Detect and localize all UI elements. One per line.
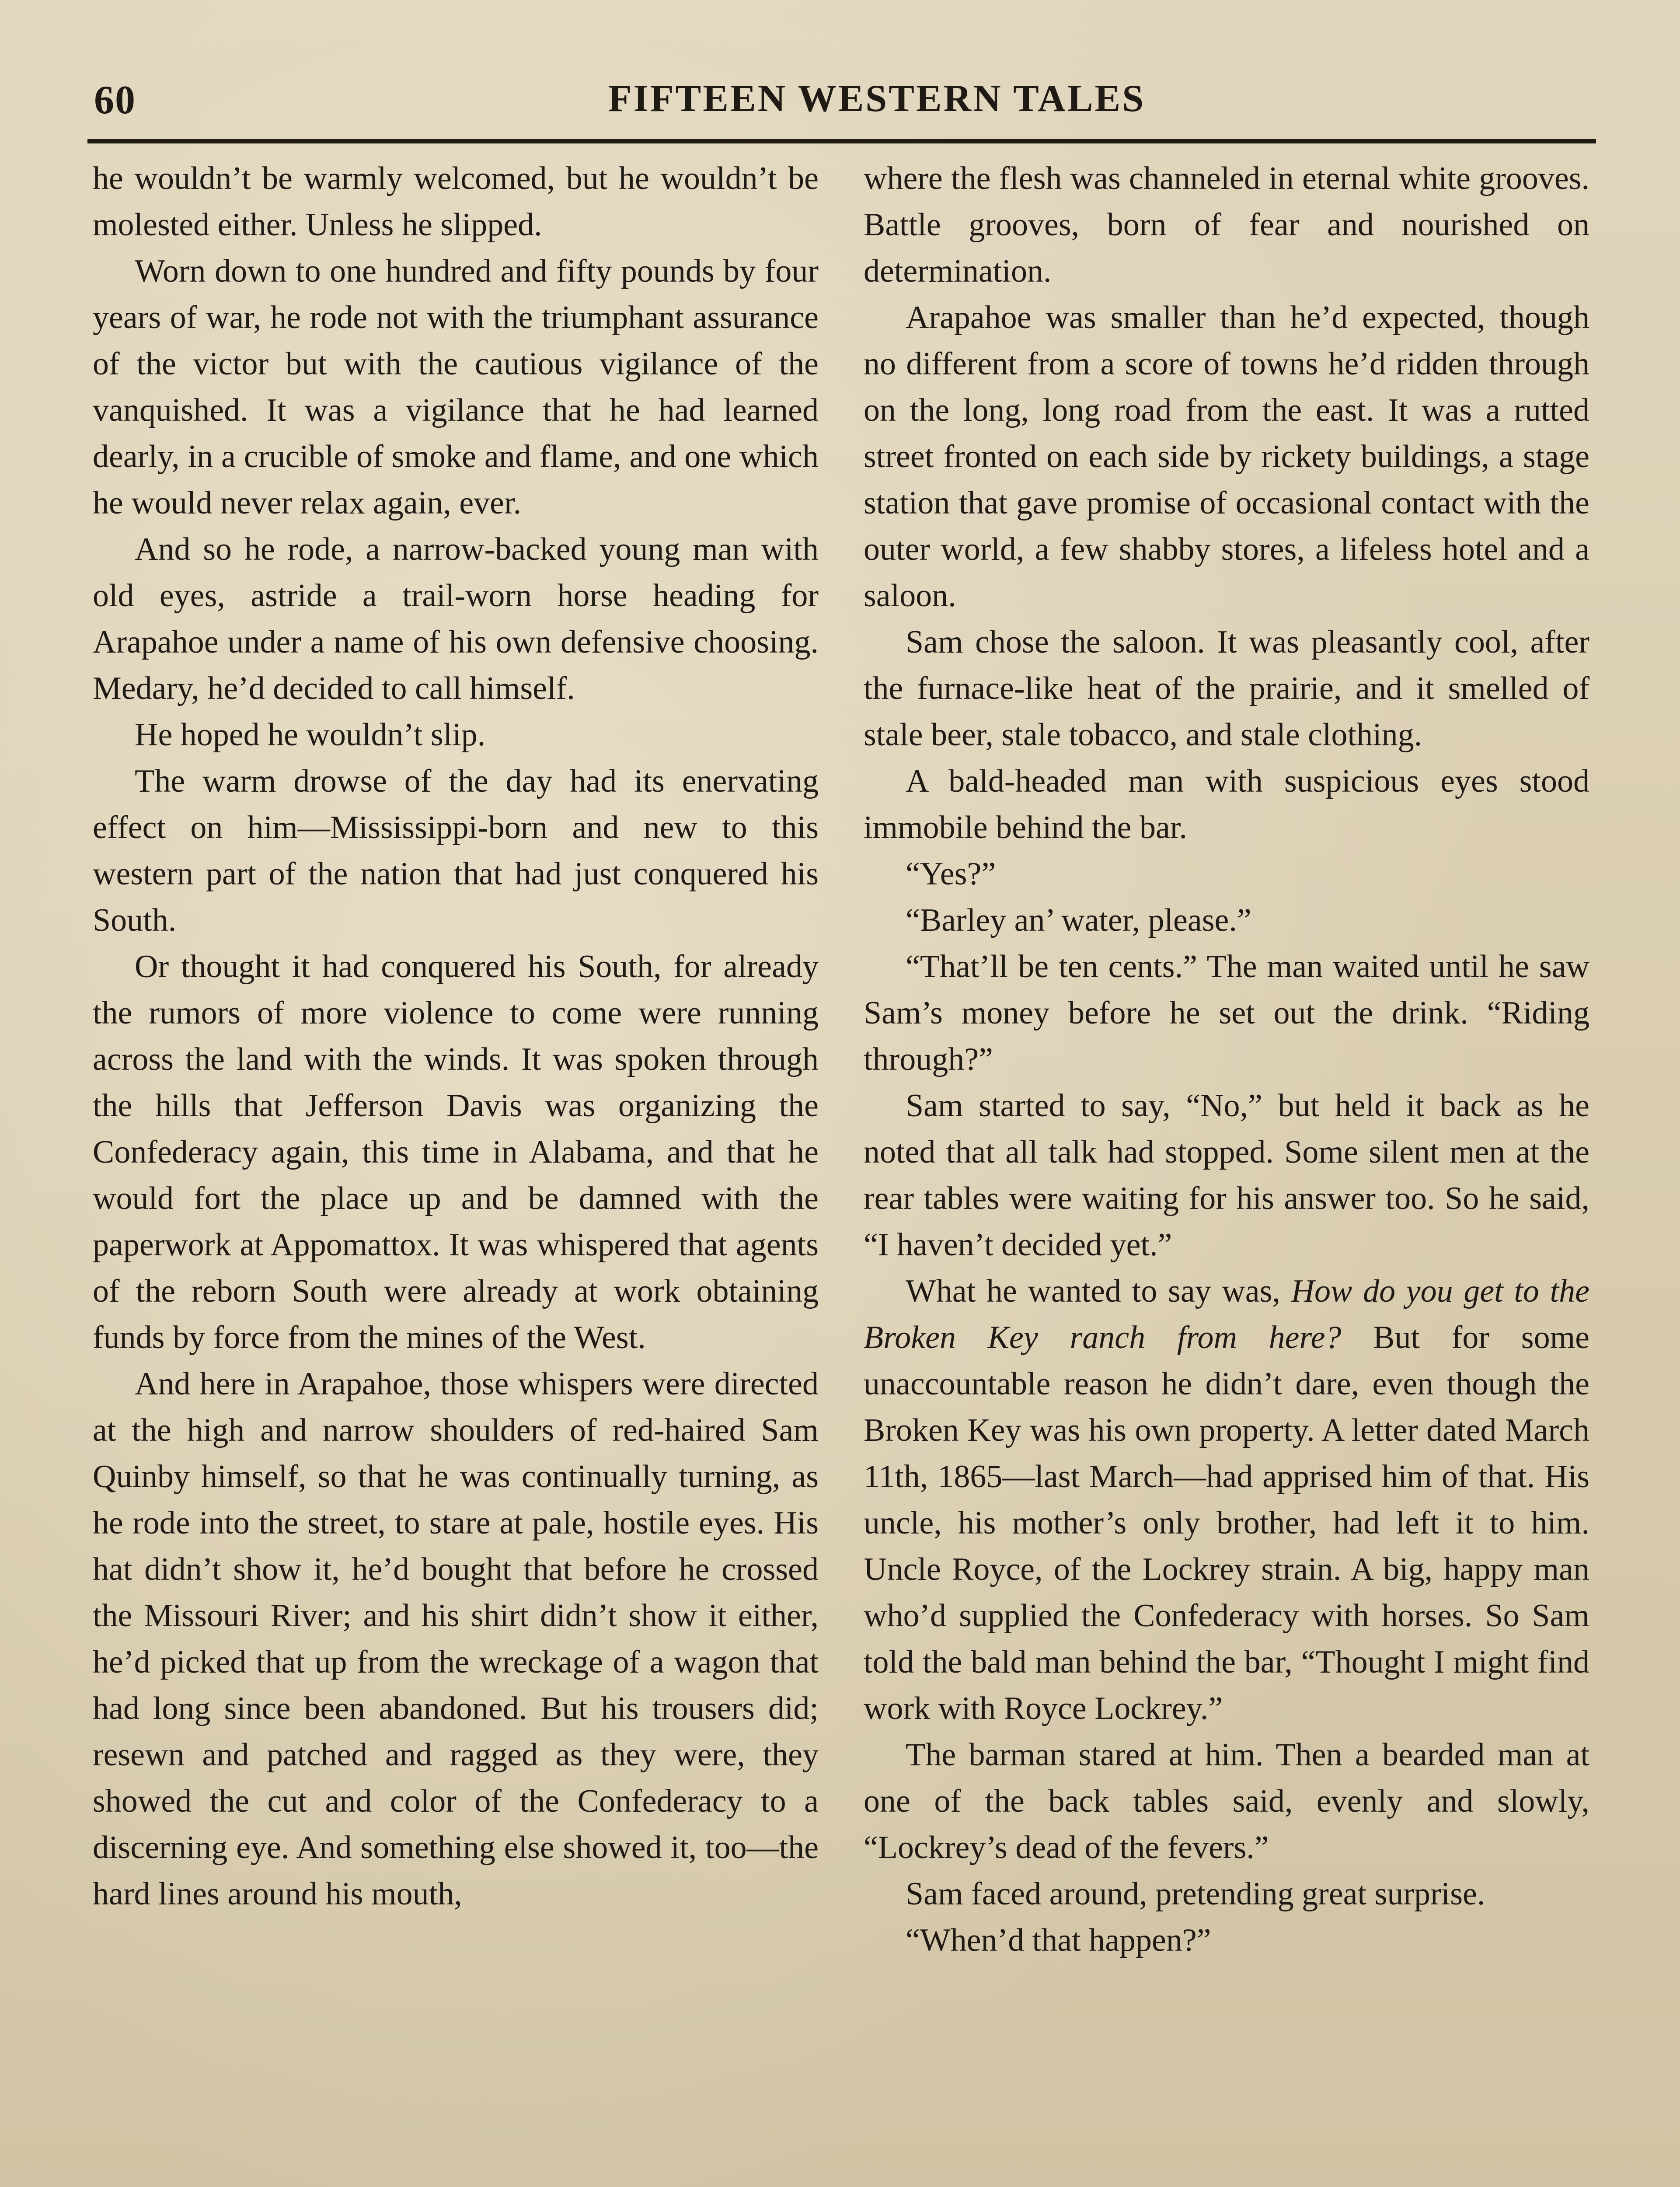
header-rule <box>87 139 1596 143</box>
paragraph: He hoped he wouldn’t slip. <box>135 717 486 753</box>
paragraph: Or thought it had conquered his South, for already the rumors of more violence to come were running across the land with the winds. It was spoken through the hills that Jefferson Davis was organizing the Confederacy again, this time in Alabama, and that he would fort the place up and be damned with the paperwork at Appomattox. It was whispered that agents of the reborn South were already at work obtaining funds by force from the mines of the West. <box>93 949 819 1356</box>
paragraph: “When’d that happen?” <box>906 1922 1211 1958</box>
paragraph: he wouldn’t be warmly welcomed, but he wouldn’t be molested either. Unless he slipped. <box>93 161 819 243</box>
paragraph: Arapahoe was smaller than he’d expected, though no different from a score of towns he’d ridden through on the long, long road from the east. It was a rutted street fronted on each side by rickety buildings, a stage station that gave promise of occasional contact with the outer world, a few shabby stores, a lifeless hotel and a saloon. <box>864 300 1589 614</box>
paragraph-text: What he wanted to say was, <box>906 1273 1291 1309</box>
paragraph: “That’ll be ten cents.” The man waited until he saw Sam’s money before he set out the drink. “Riding through?” <box>864 949 1589 1077</box>
page-header <box>94 77 1589 133</box>
page-number: 60 <box>94 77 136 122</box>
paragraph: The warm drowse of the day had its enervating effect on him—Mississippi-born and new to this western part of the nation that had just conquered his South. <box>93 763 819 938</box>
running-title: FIFTEEN WESTERN TALES <box>608 77 1146 120</box>
paragraph: where the flesh was channeled in eternal white grooves. Battle grooves, born of fear and nourished on determination. <box>864 161 1589 289</box>
paragraph-with-italic <box>864 1268 1589 1732</box>
paragraph: And here in Arapahoe, those whispers were directed at the high and narrow shoulders of red-haired Sam Quinby himself, so that he was continually turning, as he rode into the street, to stare at pale, hostile eyes. His hat didn’t show it, he’d bought that before he crossed the Missouri River; and his shirt didn’t show it either, he’d picked that up from the wreckage of a wagon that had long since been abandoned. But his trousers did; resewn and patched and ragged as they were, they showed the cut and color of the Confederacy to a discerning eye. And something else showed it, too—the hard lines around his mouth, <box>93 1366 819 1912</box>
left-column <box>93 155 819 2187</box>
right-column <box>864 155 1589 2187</box>
paragraph-text: But for some unaccountable reason he didn’t dare, even though the Broken Key was his own property. A letter dated March 11th, 1865—last March—had apprised him of that. His uncle, his mother’s only brother, had left it to him. Uncle Royce, of the Lockrey strain. A big, happy man who’d supplied the Confederacy with horses. So Sam told the bald man behind the bar, “Thought I might find work with Royce Lockrey.” <box>864 1320 1589 1726</box>
paragraph: “Barley an’ water, please.” <box>906 902 1251 938</box>
italic-phrase: How do you get to the Broken Key ranch from here? <box>864 1273 1589 1356</box>
paragraph: A bald-headed man with suspicious eyes stood immobile behind the bar. <box>864 763 1589 845</box>
paragraph: Worn down to one hundred and fifty pounds by four years of war, he rode not with the triumphant assurance of the victor but with the cautious vigilance of the vanquished. It was a vigilance that he had learned dearly, in a crucible of smoke and flame, and one which he would never relax again, ever. <box>93 253 819 521</box>
paragraph: Sam started to say, “No,” but held it back as he noted that all talk had stopped. Some silent men at the rear tables were waiting for his answer too. So he said, “I haven’t decided yet.” <box>864 1088 1589 1263</box>
paragraph: Sam faced around, pretending great surprise. <box>906 1876 1485 1912</box>
paragraph: Sam chose the saloon. It was pleasantly cool, after the furnace-like heat of the prairie, and it smelled of stale beer, stale tobacco, and stale clothing. <box>864 624 1589 753</box>
paragraph: The barman stared at him. Then a bearded man at one of the back tables said, evenly and slowly, “Lockrey’s dead of the fevers.” <box>864 1737 1589 1866</box>
paragraph: And so he rode, a narrow-backed young man with old eyes, astride a trail-worn horse heading for Arapahoe under a name of his own defensive choosing. Medary, he’d decided to call himself. <box>93 531 819 706</box>
paragraph: “Yes?” <box>906 856 996 892</box>
